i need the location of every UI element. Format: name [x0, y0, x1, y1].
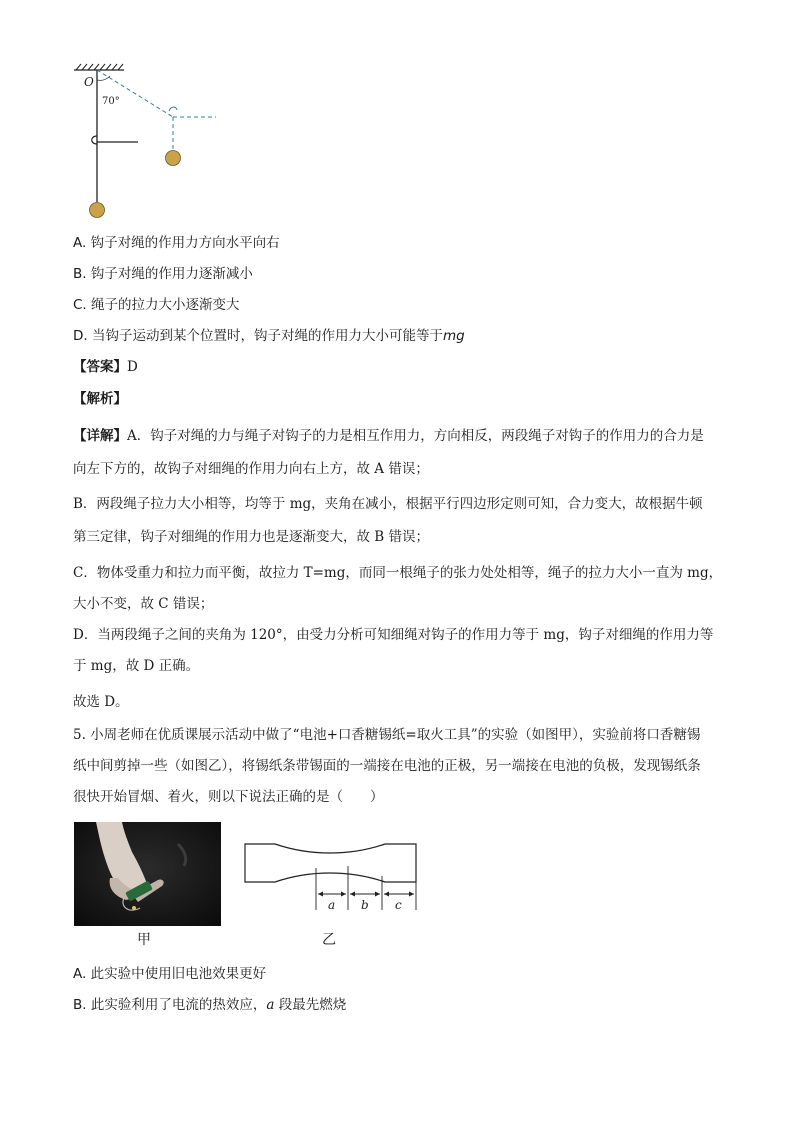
- q4-option-d-text: D. 当钩子运动到某个位置时，钩子对绳的作用力大小可能等于: [73, 328, 443, 344]
- detail-line-4: 第三定律，钩子对细绳的作用力也是逐渐变大，故 B 错误；: [73, 529, 430, 545]
- q5-option-b: B. 此实验利用了电流的热效应，a 段最先燃烧: [73, 997, 347, 1013]
- conclusion-line: 故选 D。: [73, 694, 129, 710]
- detail-line-3: B．两段绳子拉力大小相等，均等于 mg，夹角在减小，根据平行四边形定则可知，合力变大，故根据牛顿: [73, 496, 703, 512]
- detail-line-7: D．当两段绳子之间的夹角为 120°，由受力分析可知细绳对钩子的作用力等于 mg，钩子对细绳的作用力等: [73, 627, 714, 643]
- pendulum-figure: [66, 62, 226, 222]
- q5-stem-line-1: 5. 小周老师在优质课展示活动中做了“电池+口香糖锡纸=取火工具”的实验（如图甲），实验前将口香糖锡: [73, 727, 701, 743]
- q4-answer-line: [73, 357, 138, 377]
- angle-label: 70°: [102, 96, 120, 107]
- detail-tag: 【详解】: [73, 428, 127, 444]
- detail-line-8: 于 mg，故 D 正确。: [73, 658, 200, 674]
- caption-jia: 甲: [137, 932, 151, 948]
- analysis-tag: 【解析】: [73, 391, 127, 407]
- q5-option-a: A. 此实验中使用旧电池效果更好: [73, 966, 267, 982]
- segment-a-label: a: [328, 898, 336, 912]
- detail-line-6: 大小不变，故 C 错误；: [73, 596, 214, 612]
- caption-yi: 乙: [322, 932, 336, 948]
- detail-line-5: C．物体受重力和拉力而平衡，故拉力 T=mg，而同一根绳子的张力处处相等，绳子的拉力大小一直为 mg，: [73, 565, 723, 581]
- q5-stem-line-2: 纸中间剪掉一些（如图乙），将锡纸条带锡面的一端接在电池的正极，另一端接在电池的负极，发现锡纸条: [73, 758, 701, 774]
- q5-stem-line-3: 很快开始冒烟、着火，则以下说法正确的是（ ）: [73, 789, 384, 805]
- photo-jia: [74, 822, 221, 926]
- q4-option-a: A. 钩子对绳的作用力方向水平向右: [73, 235, 280, 251]
- segment-c-label: c: [395, 898, 402, 912]
- answer-value: D: [127, 359, 138, 375]
- q4-option-b: B. 钩子对绳的作用力逐渐减小: [73, 266, 253, 282]
- point-o-label: O: [84, 75, 94, 89]
- answer-tag: 【答案】: [73, 359, 127, 375]
- segment-b-label: b: [361, 898, 369, 912]
- tinfoil-strip-diagram: [240, 838, 420, 918]
- q4-option-d: [73, 326, 465, 346]
- q5-option-b-segment: a: [266, 997, 275, 1013]
- q4-option-d-mg: mg: [442, 328, 465, 344]
- detail-line-2: 向左下方的，故钩子对细绳的作用力向右上方，故 A 错误；: [73, 461, 429, 477]
- detail-line-1: 【详解】A．钩子对绳的力与绳子对钩子的力是相互作用力，方向相反，两段绳子对钩子的作用力的合力是: [73, 428, 704, 444]
- q4-option-c: C. 绳子的拉力大小逐渐变大: [73, 297, 240, 313]
